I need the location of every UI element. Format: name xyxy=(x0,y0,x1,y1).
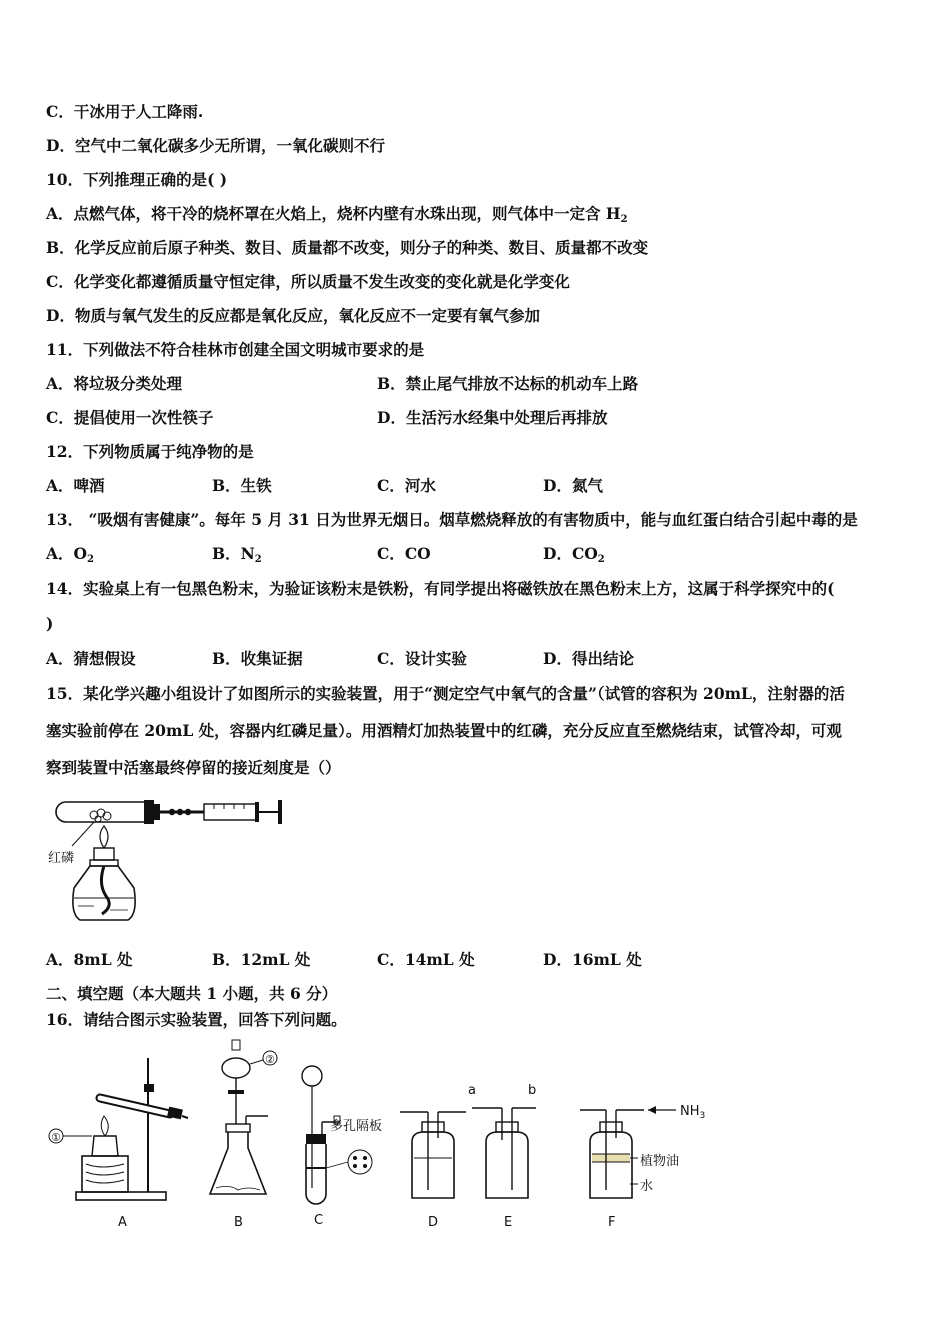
label-e: E xyxy=(504,1215,513,1230)
q15-stem-line3: 察到装置中活塞最终停留的接近刻度是（） xyxy=(46,758,341,777)
q15-option-a: A．8mL 处 xyxy=(46,950,133,969)
q9-option-c: C．干冰用于人工降雨. xyxy=(46,102,204,121)
q15-option-b: B．12mL 处 xyxy=(212,950,311,969)
q10-option-c: C．化学变化都遵循质量守恒定律，所以质量不发生改变的变化就是化学变化 xyxy=(46,272,570,291)
q13-option-b xyxy=(212,544,262,570)
label-f: F xyxy=(608,1215,616,1230)
q14-stem-line2: ) xyxy=(46,614,54,633)
q14-option-c: C．设计实验 xyxy=(377,649,467,668)
label-b: B xyxy=(234,1215,243,1230)
apparatus-d xyxy=(400,1112,466,1230)
porous-plate-label: 多孔隔板 xyxy=(330,1119,383,1134)
q13-option-a xyxy=(46,544,94,570)
q10-option-b: B．化学反应前后原子种类、数目、质量都不改变，则分子的种类、数目、质量都不改变 xyxy=(46,238,649,257)
nh3-text: NH xyxy=(680,1104,700,1119)
q10-stem: 10．下列推理正确的是( ) xyxy=(46,170,228,189)
q10-option-d: D．物质与氧气发生的反应都是氧化反应，氧化反应不一定要有氧气参加 xyxy=(46,306,540,325)
apparatus-f xyxy=(580,1104,705,1230)
nh3-label xyxy=(680,1104,705,1121)
red-phosphorus-label: 红磷 xyxy=(48,851,75,866)
q13-option-a-text: A．O xyxy=(46,544,88,563)
q10-option-a xyxy=(46,204,628,230)
q14-option-a: A．猜想假设 xyxy=(46,649,136,668)
tube-b-label: b xyxy=(528,1083,537,1098)
subscript: 2 xyxy=(87,554,94,565)
q11-option-c: C．提倡使用一次性筷子 xyxy=(46,408,214,427)
q13-option-c: C．CO xyxy=(377,544,431,563)
q15-stem-line2: 塞实验前停在 20mL 处，容器内红磷足量）。用酒精灯加热装置中的红磷，充分反应直至燃烧结束，试管冷却，可观 xyxy=(46,721,842,740)
q15-apparatus-figure xyxy=(44,792,294,932)
subscript: 2 xyxy=(620,214,628,225)
q12-option-d: D．氮气 xyxy=(543,476,603,495)
label-d: D xyxy=(428,1215,439,1230)
q16-apparatus-figure xyxy=(40,1038,740,1238)
q14-option-d: D．得出结论 xyxy=(543,649,634,668)
subscript: 3 xyxy=(699,1111,706,1121)
q15-stem-line1: 15．某化学兴趣小组设计了如图所示的实验装置，用于“测定空气中氧气的含量”（试管的容积为 20mL，注射器的活 xyxy=(46,684,845,703)
q10-option-a-text: A．点燃气体，将干冷的烧杯罩在火焰上，烧杯内壁有水珠出现，则气体中一定含 H xyxy=(46,204,621,223)
apparatus-b xyxy=(210,1040,277,1230)
q11-option-b: B．禁止尾气排放不达标的机动车上路 xyxy=(377,374,639,393)
q13-option-d-text: D．CO xyxy=(543,544,598,563)
water-label: 水 xyxy=(640,1179,654,1194)
q13-option-b-text: B．N xyxy=(212,544,255,563)
subscript: 2 xyxy=(597,554,605,565)
q13-stem: 13． “吸烟有害健康”。每年 5 月 31 日为世界无烟日。烟草燃烧释放的有害物质中，能与血红蛋白结合引起中毒的是 xyxy=(46,510,858,529)
q15-option-d: D．16mL 处 xyxy=(543,950,642,969)
section-2-title: 二、填空题（本大题共 1 小题，共 6 分） xyxy=(46,984,338,1003)
circle-two-label: ② xyxy=(265,1053,275,1066)
q11-option-a: A．将垃圾分类处理 xyxy=(46,374,183,393)
q12-option-b: B．生铁 xyxy=(212,476,272,495)
label-c: C xyxy=(314,1213,324,1228)
subscript: 2 xyxy=(254,554,262,565)
q11-stem: 11．下列做法不符合桂林市创建全国文明城市要求的是 xyxy=(46,340,425,359)
q15-option-c: C．14mL 处 xyxy=(377,950,475,969)
q16-stem: 16．请结合图示实验装置，回答下列问题。 xyxy=(46,1010,347,1029)
label-a: A xyxy=(118,1215,127,1230)
q14-stem-line1: 14．实验桌上有一包黑色粉末，为验证该粉末是铁粉，有同学提出将磁铁放在黑色粉末上方，这属于科学探究中的( xyxy=(46,579,835,598)
apparatus-a xyxy=(49,1058,188,1230)
apparatus-e xyxy=(468,1083,536,1230)
tube-a-label: a xyxy=(468,1083,476,1098)
vegetable-oil-label: 植物油 xyxy=(640,1154,680,1169)
q11-option-d: D．生活污水经集中处理后再排放 xyxy=(377,408,608,427)
circle-one-label: ① xyxy=(51,1131,61,1144)
q12-stem: 12．下列物质属于纯净物的是 xyxy=(46,442,254,461)
q12-option-a: A．啤酒 xyxy=(46,476,105,495)
q14-option-b: B．收集证据 xyxy=(212,649,303,668)
q9-option-d: D．空气中二氧化碳多少无所谓，一氧化碳则不行 xyxy=(46,136,385,155)
q13-option-d xyxy=(543,544,605,570)
apparatus-c xyxy=(302,1066,382,1228)
q12-option-c: C．河水 xyxy=(377,476,436,495)
